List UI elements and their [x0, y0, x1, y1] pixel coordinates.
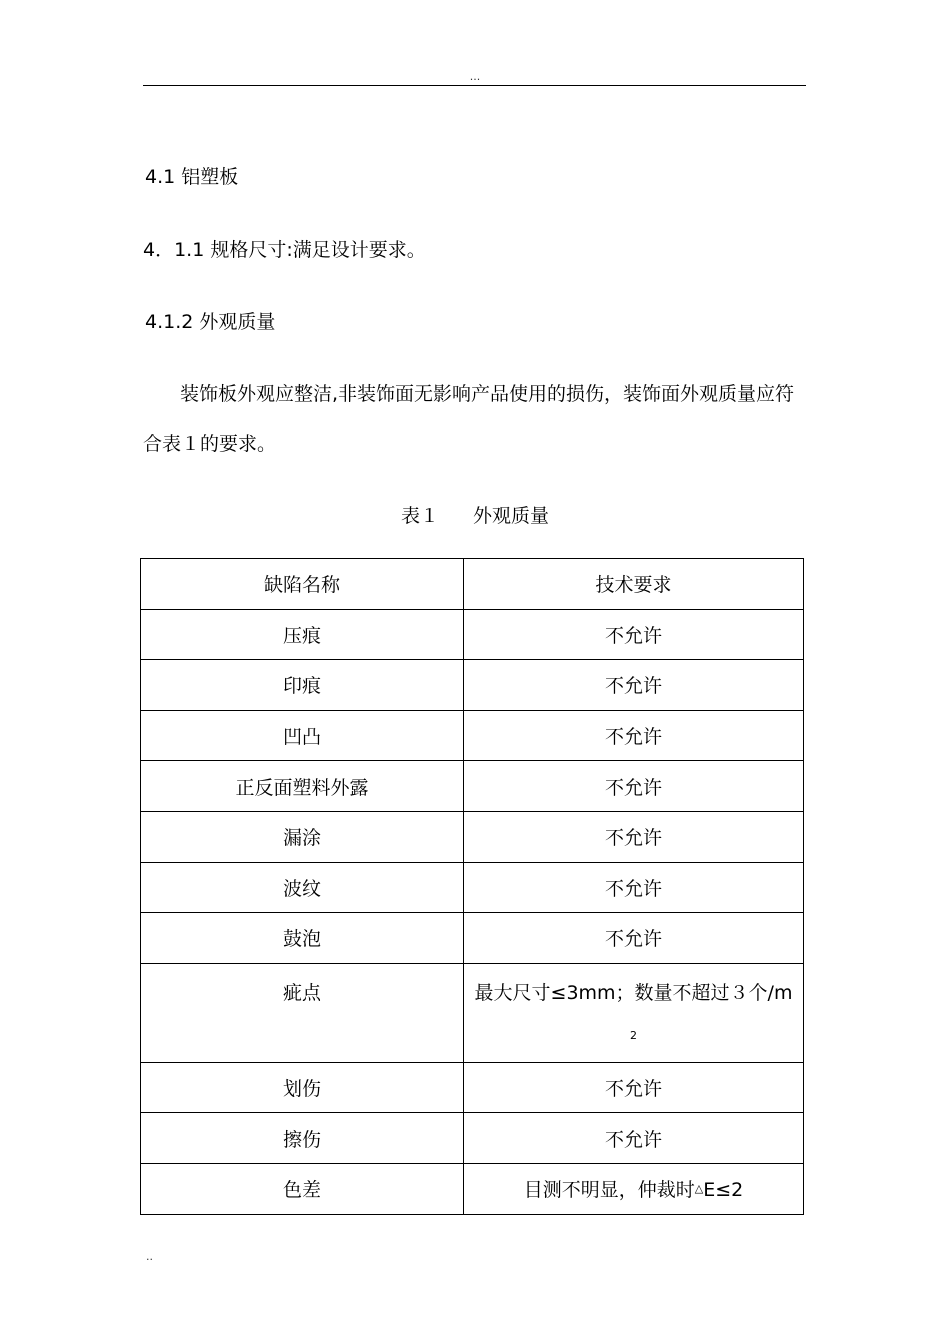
requirement-cell: 不允许: [464, 862, 804, 913]
defect-name-cell: 正反面塑料外露: [141, 761, 464, 812]
table-row: [141, 862, 804, 913]
header-defect-name: 缺陷名称: [141, 559, 464, 610]
defect-name-cell: 色差: [141, 1163, 464, 1214]
header-requirement: 技术要求: [464, 559, 804, 610]
defect-name-cell: [141, 963, 464, 1062]
table-row: [141, 609, 804, 660]
requirement-cell: 不允许: [464, 660, 804, 711]
defect-name-text: 疵点: [282, 981, 321, 1004]
section-item-appearance: 4.1.2 外观质量: [145, 311, 276, 333]
table-row: [141, 963, 804, 1062]
requirement-text: 最大尺寸≤3mm；数量不超过３个/m: [474, 981, 793, 1004]
defect-name-cell: 漏涂: [141, 811, 464, 862]
table-row: [141, 761, 804, 812]
requirement-cell: 不允许: [464, 913, 804, 964]
defect-name-cell: 划伤: [141, 1062, 464, 1113]
section-item-dimensions: 4．1.1 规格尺寸:满足设计要求。: [143, 239, 426, 261]
page-header-marker: ...: [469, 70, 481, 83]
table-row: [141, 1113, 804, 1164]
table-row: [141, 811, 804, 862]
requirement-suffix: E≤2: [703, 1179, 744, 1202]
table-header-row: [141, 559, 804, 610]
requirement-cell: [464, 1163, 804, 1214]
table-caption-title: 外观质量: [473, 505, 550, 527]
requirement-cell: [464, 963, 804, 1062]
defect-name-cell: 印痕: [141, 660, 464, 711]
requirement-prefix: 目测不明显，仲裁时: [523, 1179, 695, 1202]
requirement-cell: 不允许: [464, 609, 804, 660]
table-caption-number: 表１: [400, 505, 439, 527]
requirement-cell: 不允许: [464, 761, 804, 812]
defect-name-cell: 凹凸: [141, 710, 464, 761]
paragraph-line-1: 装饰板外观应整洁,非装饰面无影响产品使用的损伤，装饰面外观质量应符: [180, 383, 795, 405]
defect-name-cell: 擦伤: [141, 1113, 464, 1164]
table-caption: [0, 501, 950, 528]
table-row: [141, 710, 804, 761]
page-footer-marker: ..: [146, 1250, 153, 1263]
delta-symbol: △: [694, 1182, 704, 1196]
requirement-superscript: 2: [630, 1028, 637, 1042]
table-row: [141, 1062, 804, 1113]
section-title: 4.1 铝塑板: [145, 166, 239, 188]
requirement-cell: 不允许: [464, 1113, 804, 1164]
header-rule: [143, 85, 806, 86]
paragraph-line-2: 合表１的要求。: [143, 433, 277, 455]
requirement-cell: 不允许: [464, 710, 804, 761]
table-row: [141, 1163, 804, 1214]
requirement-cell: 不允许: [464, 811, 804, 862]
table-row: [141, 913, 804, 964]
appearance-quality-table: [140, 558, 804, 1215]
requirement-cell: 不允许: [464, 1062, 804, 1113]
table-row: [141, 660, 804, 711]
defect-name-cell: 压痕: [141, 609, 464, 660]
defect-name-cell: 鼓泡: [141, 913, 464, 964]
defect-name-cell: 波纹: [141, 862, 464, 913]
